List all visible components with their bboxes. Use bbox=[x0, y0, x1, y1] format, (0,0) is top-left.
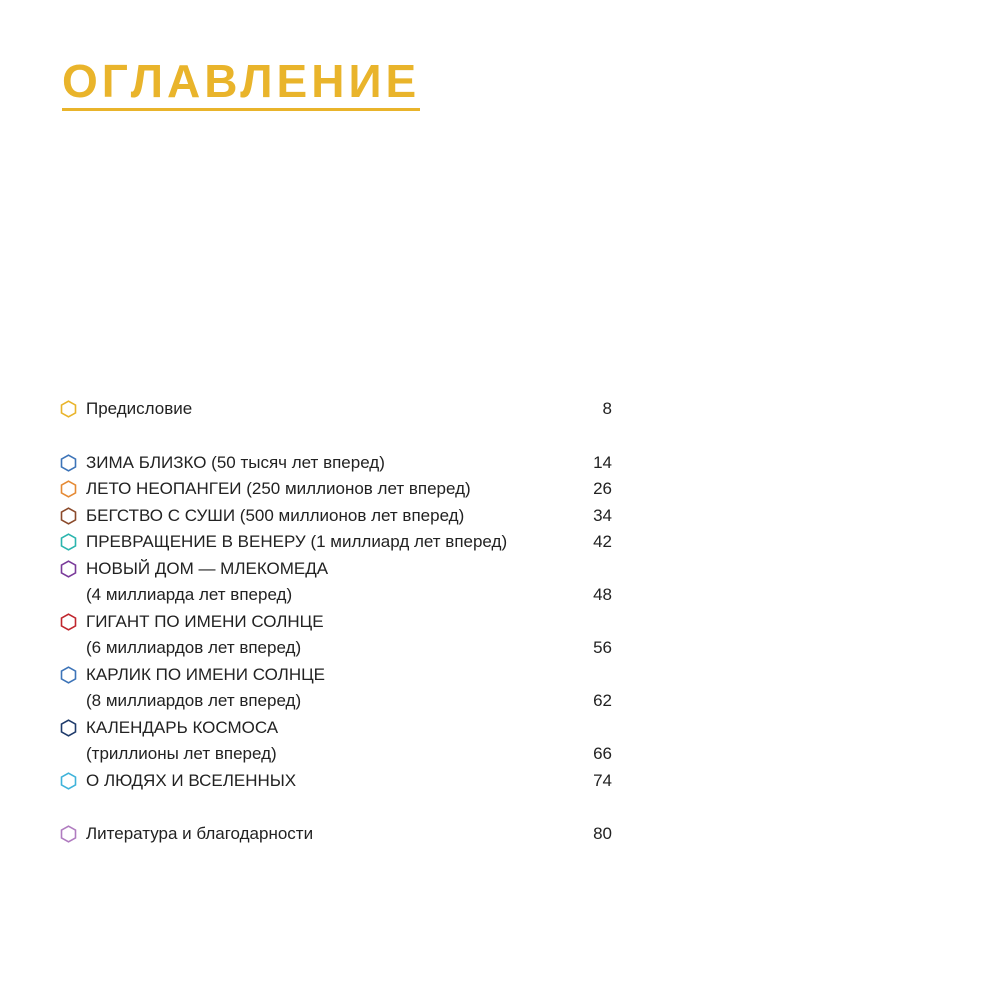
toc-entry-title: Литература и благодарности bbox=[86, 824, 314, 843]
toc-entry-subtitle: (триллионы лет вперед) bbox=[86, 744, 277, 763]
hexagon-icon bbox=[60, 400, 77, 418]
toc-entry bbox=[60, 450, 612, 477]
toc-entry bbox=[60, 768, 612, 795]
toc-page-number: 56 bbox=[593, 638, 612, 657]
toc-entry bbox=[60, 529, 612, 556]
toc-page-number: 26 bbox=[593, 479, 612, 498]
toc-page-number: 66 bbox=[593, 744, 612, 763]
toc-entry bbox=[60, 715, 612, 742]
toc-page-number: 48 bbox=[593, 585, 612, 604]
toc-entry-title: ЛЕТО НЕОПАНГЕИ (250 миллионов лет вперед) bbox=[86, 479, 471, 498]
toc-entry-title: ЗИМА БЛИЗКО (50 тысяч лет вперед) bbox=[86, 452, 385, 472]
toc-entry bbox=[60, 396, 612, 423]
toc-page-number: 42 bbox=[593, 532, 612, 551]
toc-entry bbox=[60, 609, 612, 636]
toc-page-number: 62 bbox=[593, 691, 612, 710]
toc-entry-subtitle: (6 миллиардов лет вперед) bbox=[86, 638, 302, 657]
toc-entry bbox=[60, 503, 612, 530]
toc-entry-title: ГИГАНТ ПО ИМЕНИ СОЛНЦЕ bbox=[86, 611, 324, 631]
hexagon-icon bbox=[60, 454, 77, 472]
toc-entry-title: БЕГСТВО С СУШИ (500 миллионов лет вперед) bbox=[86, 505, 465, 525]
toc-page-number: 74 bbox=[593, 770, 612, 790]
toc-entry-title: КАРЛИК ПО ИМЕНИ СОЛНЦЕ bbox=[86, 664, 326, 684]
toc-entry-subtitle: (4 миллиарда лет вперед) bbox=[86, 585, 293, 604]
hexagon-icon bbox=[60, 666, 77, 684]
toc-entry-continuation bbox=[60, 688, 612, 715]
page-title: ОГЛАВЛЕНИЕ bbox=[62, 56, 420, 111]
toc-entry bbox=[60, 476, 612, 503]
toc-entry-title: Предисловие bbox=[86, 399, 193, 418]
toc-entry-title: О ЛЮДЯХ И ВСЕЛЕННЫХ bbox=[86, 770, 297, 790]
hexagon-icon bbox=[60, 480, 77, 498]
toc-entry bbox=[60, 662, 612, 689]
toc-entry-continuation bbox=[60, 582, 612, 609]
toc-page-number: 80 bbox=[593, 824, 612, 843]
hexagon-icon bbox=[60, 613, 77, 631]
toc-page-number: 8 bbox=[602, 399, 612, 418]
table-of-contents bbox=[60, 396, 612, 848]
toc-entry-continuation bbox=[60, 741, 612, 768]
toc-page-number: 34 bbox=[593, 505, 612, 525]
hexagon-icon bbox=[60, 507, 77, 525]
toc-entry bbox=[60, 556, 612, 583]
toc-entry-title: КАЛЕНДАРЬ КОСМОСА bbox=[86, 717, 279, 737]
hexagon-icon bbox=[60, 825, 77, 843]
toc-page-number: 14 bbox=[593, 452, 612, 472]
hexagon-icon bbox=[60, 719, 77, 737]
toc-entry-title: ПРЕВРАЩЕНИЕ В ВЕНЕРУ (1 миллиард лет вперед) bbox=[86, 532, 508, 551]
toc-entry-continuation bbox=[60, 635, 612, 662]
toc-entry bbox=[60, 821, 612, 848]
toc-entry-subtitle: (8 миллиардов лет вперед) bbox=[86, 691, 302, 710]
hexagon-icon bbox=[60, 560, 77, 578]
hexagon-icon bbox=[60, 772, 77, 790]
hexagon-icon bbox=[60, 533, 77, 551]
toc-entry-title: НОВЫЙ ДОМ — МЛЕКОМЕДА bbox=[86, 558, 329, 578]
